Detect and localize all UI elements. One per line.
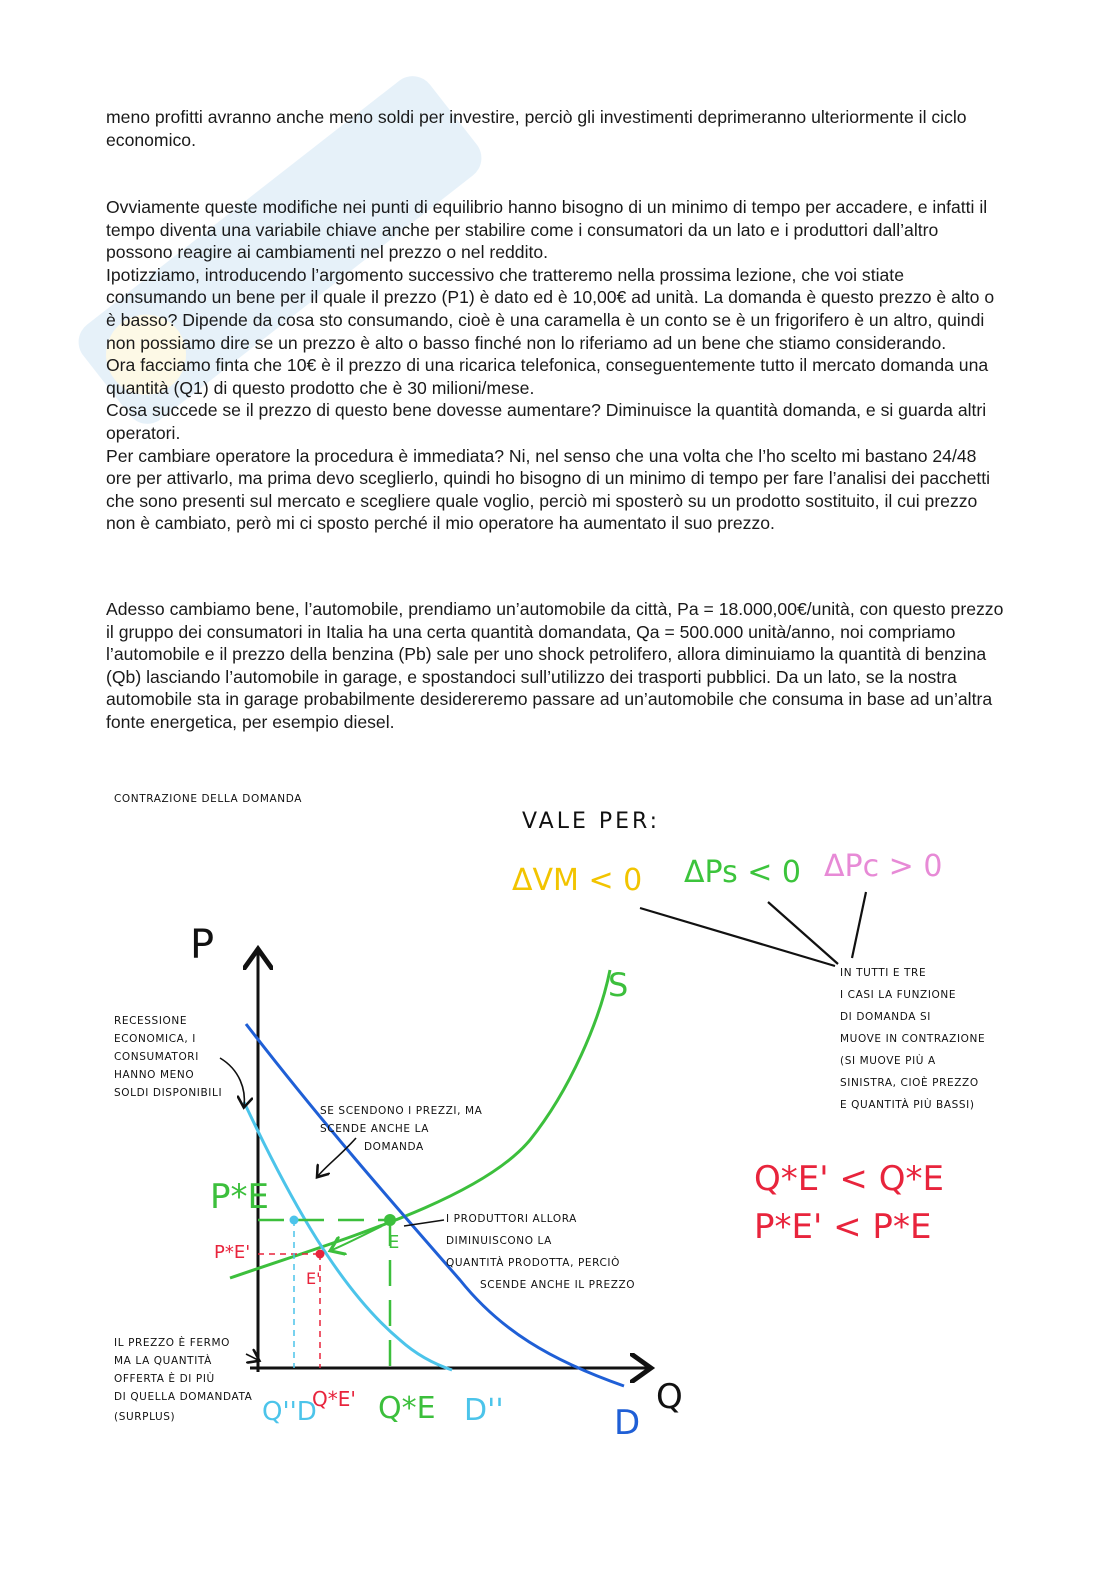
pointer-line-2 — [768, 902, 838, 964]
svg-text:IL PREZZO È FERMO: IL PREZZO È FERMO — [114, 1337, 230, 1349]
pointer-line-1 — [640, 908, 835, 966]
svg-text:(SURPLUS): (SURPLUS) — [114, 1411, 176, 1423]
svg-text:SOLDI DISPONIBILI: SOLDI DISPONIBILI — [114, 1087, 223, 1099]
price-drop-pointer — [318, 1138, 356, 1176]
demand-contraction-diagram — [100, 780, 1060, 1460]
svg-text:QUANTITÀ PRODOTTA, PERCIÒ: QUANTITÀ PRODOTTA, PERCIÒ — [446, 1257, 620, 1269]
paragraph-2-line: Ipotizziamo, introducendo l’argomento successivo che tratteremo nella prossima lezione, che voi stiate consumando un bene per il quale il prezzo (P1) è dato ed è 10,00€ ad unità. La domanda è questo prezzo è alto o è basso? Dipende da cosa sto consumando, cioè è una caramella è un conto se è un frigorifero è un altro, quindi non possiamo dire se un prezzo è alto o basso finché non lo riferiamo ad un bene che stiamo considerando. — [106, 264, 995, 353]
paragraph-1-text: meno profitti avranno anche meno soldi per investire, perciò gli investimenti deprimeranno ulteriormente il ciclo economico. — [106, 107, 967, 150]
svg-text:ECONOMICA, I: ECONOMICA, I — [114, 1033, 196, 1045]
note-all-three — [840, 967, 985, 1111]
paragraph-2-line: Ovviamente queste modifiche nei punti di equilibrio hanno bisogno di un minimo di tempo per accadere, e infatti il tempo diventa una variabile chiave anche per stabilire come i consumatori da un lato e i produttori dall’altro possono reagire ai cambiamenti nel prezzo o nel reddito. — [106, 197, 988, 263]
svg-text:E QUANTITÀ PIÙ BASSI): E QUANTITÀ PIÙ BASSI) — [840, 1099, 975, 1111]
condition-complement-price: ΔPc > 0 — [824, 849, 943, 884]
svg-text:DOMANDA: DOMANDA — [364, 1141, 424, 1153]
svg-text:CONSUMATORI: CONSUMATORI — [114, 1051, 199, 1063]
recession-pointer — [220, 1058, 244, 1106]
label-qe: Q*E — [378, 1391, 436, 1426]
svg-text:DIMINUISCONO LA: DIMINUISCONO LA — [446, 1235, 552, 1247]
note-surplus — [114, 1336, 253, 1423]
label-qe1: Q*E' — [312, 1387, 356, 1411]
q-axis-label: Q — [656, 1377, 683, 1417]
label-e1: E' — [306, 1269, 321, 1288]
pointer-line-3 — [852, 892, 866, 958]
supply-label: S — [608, 966, 629, 1004]
label-e: E — [388, 1232, 400, 1253]
label-pe1: P*E' — [214, 1242, 251, 1263]
svg-text:SE SCENDONO I PREZZI, MA: SE SCENDONO I PREZZI, MA — [320, 1105, 483, 1117]
condition-income: ΔVM < 0 — [512, 863, 643, 898]
demand-label-d2: D'' — [464, 1393, 504, 1428]
figure-title: CONTRAZIONE DELLA DOMANDA — [114, 793, 303, 805]
paragraph-2-line: Cosa succede se il prezzo di questo bene dovesse aumentare? Diminuisce la quantità domanda, e si guarda altri operatori. — [106, 400, 987, 443]
paragraph-2-line: Ora facciamo finta che 10€ è il prezzo di una ricarica telefonica, conseguentemente tutto il mercato domanda una quantità (Q1) di questo prodotto che è 30 milioni/mese. — [106, 355, 989, 398]
vale-per-label: VALE PER: — [522, 809, 661, 834]
svg-text:(SI MUOVE PIÙ A: (SI MUOVE PIÙ A — [840, 1055, 936, 1067]
svg-text:IN TUTTI E TRE: IN TUTTI E TRE — [840, 967, 927, 979]
svg-text:SCENDE ANCHE IL PREZZO: SCENDE ANCHE IL PREZZO — [480, 1279, 636, 1291]
shift-arrow — [332, 1226, 382, 1250]
inequality-price: P*E' < P*E — [754, 1207, 932, 1247]
paragraph-2-line: Per cambiare operatore la procedura è immediata? Ni, nel senso che una volta che l’ho scelto mi bastano 24/48 ore per attivarlo, ma prima devo sceglierlo, quindi ho bisogno di un minimo di tempo per fare l’analisi dei pacchetti che sono presenti sul mercato e scegliere quale voglio, perciò mi sposterò su un prodotto sostituito, il cui prezzo non è cambiato, però mi ci sposto perché il mio operatore ha aumentato il suo prezzo. — [106, 445, 991, 534]
svg-text:DI QUELLA DOMANDATA: DI QUELLA DOMANDATA — [114, 1391, 253, 1403]
svg-text:MA LA QUANTITÀ: MA LA QUANTITÀ — [114, 1355, 212, 1367]
svg-text:RECESSIONE: RECESSIONE — [114, 1015, 188, 1027]
condition-substitute-price: ΔPs < 0 — [684, 855, 802, 890]
paragraph-3 — [106, 598, 1006, 734]
svg-text:SCENDE ANCHE LA: SCENDE ANCHE LA — [320, 1123, 430, 1135]
svg-text:DI DOMANDA SI: DI DOMANDA SI — [840, 1011, 931, 1023]
svg-text:MUOVE IN CONTRAZIONE: MUOVE IN CONTRAZIONE — [840, 1033, 986, 1045]
inequality-quantity: Q*E' < Q*E — [754, 1159, 944, 1199]
label-qd2: Q''D — [262, 1397, 317, 1427]
p-axis-label: P — [190, 922, 215, 968]
note-recession — [114, 1015, 222, 1099]
paragraph-1 — [106, 106, 1006, 151]
svg-text:OFFERTA È DI PIÙ: OFFERTA È DI PIÙ — [114, 1373, 215, 1385]
paragraph-2 — [106, 196, 1006, 535]
surplus-pointer — [246, 1354, 258, 1360]
svg-text:HANNO MENO: HANNO MENO — [114, 1069, 195, 1081]
svg-text:I PRODUTTORI ALLORA: I PRODUTTORI ALLORA — [446, 1213, 577, 1225]
demand-label-d: D — [614, 1403, 641, 1443]
svg-text:I CASI LA FUNZIONE: I CASI LA FUNZIONE — [840, 989, 957, 1001]
svg-text:SINISTRA, CIOÈ PREZZO: SINISTRA, CIOÈ PREZZO — [840, 1077, 979, 1089]
demand-curve-d — [246, 1024, 624, 1386]
label-pe: P*E — [210, 1177, 269, 1217]
note-producers — [446, 1213, 635, 1291]
paragraph-3-text: Adesso cambiamo bene, l’automobile, prendiamo un’automobile da città, Pa = 18.000,00€/unità, con questo prezzo il gruppo dei consumatori in Italia ha una certa quantità domandata, Qa = 500.000 unità/anno, noi compriamo l’automobile e il prezzo della benzina (Pb) sale per uno shock petrolifero, allora diminuiamo la quantità di benzina (Qb) lasciando l’automobile in garage, e spostandoci sull’utilizzo dei trasporti pubblici. Da un lato, se la nostra automobile sta in garage probabilmente desidereremo passare ad un’automobile che consuma in base ad un’altra fonte energetica, per esempio diesel. — [106, 599, 1004, 732]
